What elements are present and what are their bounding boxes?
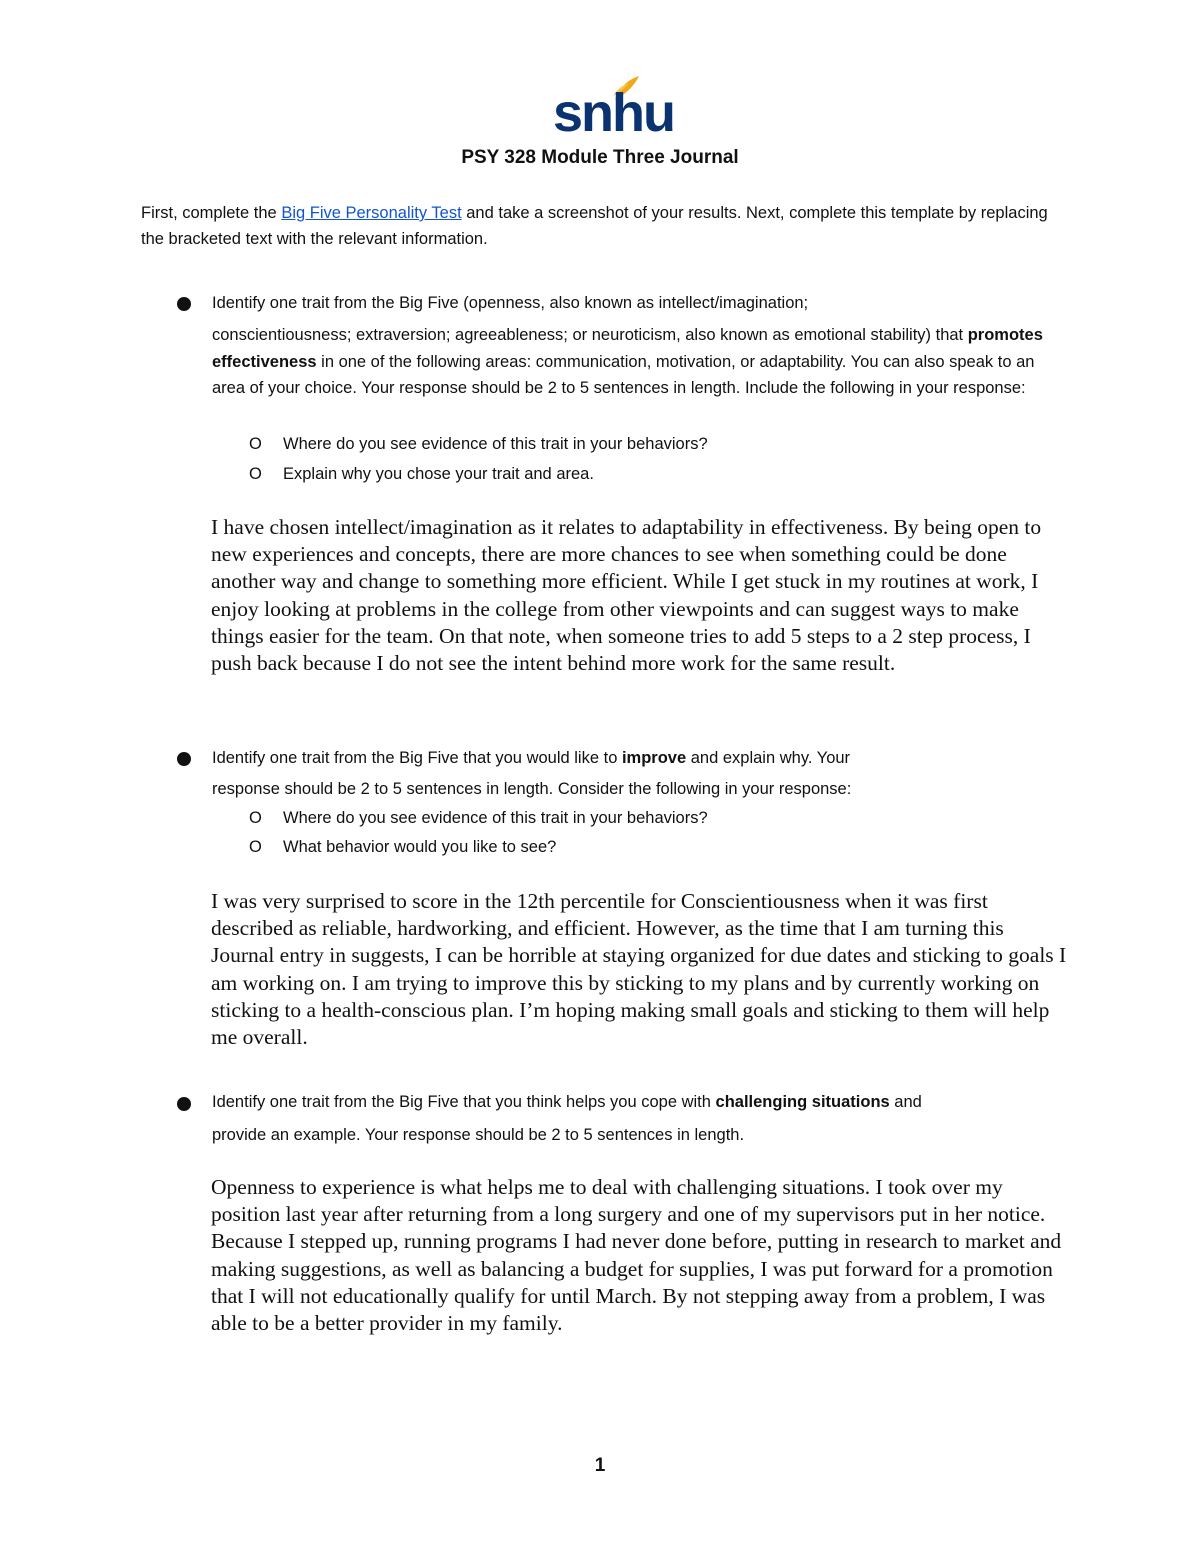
question-1-subitem-2: [249, 461, 1069, 487]
question-2-bold: improve: [621, 749, 687, 767]
circle-bullet-icon: O: [249, 465, 262, 483]
answer-2: I was very surprised to score in the 12th percentile for Conscientiousness when it was first described as reliable, hardworking, and efficient. However, as the time that I am turning this Journal entry in suggests, I can be horrible at staying organized for due dates and sticking to goals I am working on. I am trying to improve this by sticking to my plans and by currently working on sticking to a health-conscious plan. I’m hoping making small goals and sticking to them will help me overall.: [211, 889, 1067, 1050]
question-1-line-1: Identify one trait from the Big Five (openness, also known as intellect/imagination;: [212, 294, 809, 312]
bullet-icon: [177, 297, 191, 311]
intro-text-before: First, complete the: [141, 204, 282, 222]
question-1-bold: promotes effectiveness: [212, 326, 1043, 371]
question-2-text-b: and explain why. Your: [686, 749, 851, 767]
question-2-subitem-2: [249, 834, 1069, 860]
question-2-subitem-1: [249, 805, 1069, 831]
page-title: PSY 328 Module Three Journal: [461, 147, 739, 168]
bullet-icon: [177, 752, 191, 766]
question-1-text-b: in one of the following areas: communication, motivation, or adaptability. You can also speak to an area of your choice. Your response should be 2 to 5 sentences in length. Include the following in your response:: [212, 352, 1035, 397]
circle-bullet-icon: O: [249, 435, 262, 453]
question-3-text-a: Identify one trait from the Big Five that you think helps you cope with: [212, 1093, 716, 1111]
subitem-text: Where do you see evidence of this trait in your behaviors?: [283, 809, 708, 827]
question-3-text-b: and: [889, 1093, 922, 1111]
question-2-text-a: Identify one trait from the Big Five that you would like to: [212, 749, 622, 767]
page-number: 1: [594, 1455, 606, 1476]
bullet-icon: [177, 1097, 191, 1111]
intro-text-after: and take a screenshot of your results. Next, complete this template by replacing the bracketed text with the relevant information.: [141, 204, 1048, 248]
answer-3: Openness to experience is what helps me to deal with challenging situations. I took over my position last year after returning from a long surgery and one of my supervisors put in her notice. Because I stepped up, running programs I had never done before, putting in research to market and making suggestions, as well as balancing a budget for supplies, I was put forward for a promotion that I will not educationally qualify for until March. By not stepping away from a problem, I was able to be a better provider in my family.: [211, 1175, 1062, 1336]
big-five-test-link[interactable]: Big Five Personality Test: [281, 204, 462, 222]
question-2-line-1: [212, 745, 1072, 771]
circle-bullet-icon: O: [249, 838, 262, 856]
subitem-text: Where do you see evidence of this trait in your behaviors?: [283, 435, 708, 453]
question-3-line-1: [212, 1089, 1072, 1115]
question-1-prompt: [212, 322, 1072, 402]
question-3-bold: challenging situations: [715, 1093, 890, 1111]
question-2-line-2: response should be 2 to 5 sentences in length. Consider the following in your response:: [212, 780, 852, 798]
subitem-text: What behavior would you like to see?: [283, 838, 557, 856]
question-3-line-2: provide an example. Your response should be 2 to 5 sentences in length.: [212, 1126, 745, 1144]
answer-1: I have chosen intellect/imagination as it relates to adaptability in effectiveness. By being open to new experiences and concepts, there are more chances to see when something could be done another way and change to something more efficient. While I get stuck in my routines at work, I enjoy looking at problems in the college from other viewpoints and can suggest ways to make things easier for the team. On that note, when someone tries to add 5 steps to a 2 step process, I push back because I do not see the intent behind more work for the same result.: [211, 515, 1042, 676]
question-1-subitem-1: [249, 431, 1069, 457]
snhu-logo: [553, 74, 674, 143]
question-1-text-a: conscientiousness; extraversion; agreeableness; or neuroticism, also known as emotional stability) that: [212, 326, 968, 344]
circle-bullet-icon: O: [249, 809, 262, 827]
subitem-text: Explain why you chose your trait and area.: [283, 465, 594, 483]
logo-text: snhu: [553, 83, 674, 143]
intro-paragraph: [141, 200, 1061, 252]
